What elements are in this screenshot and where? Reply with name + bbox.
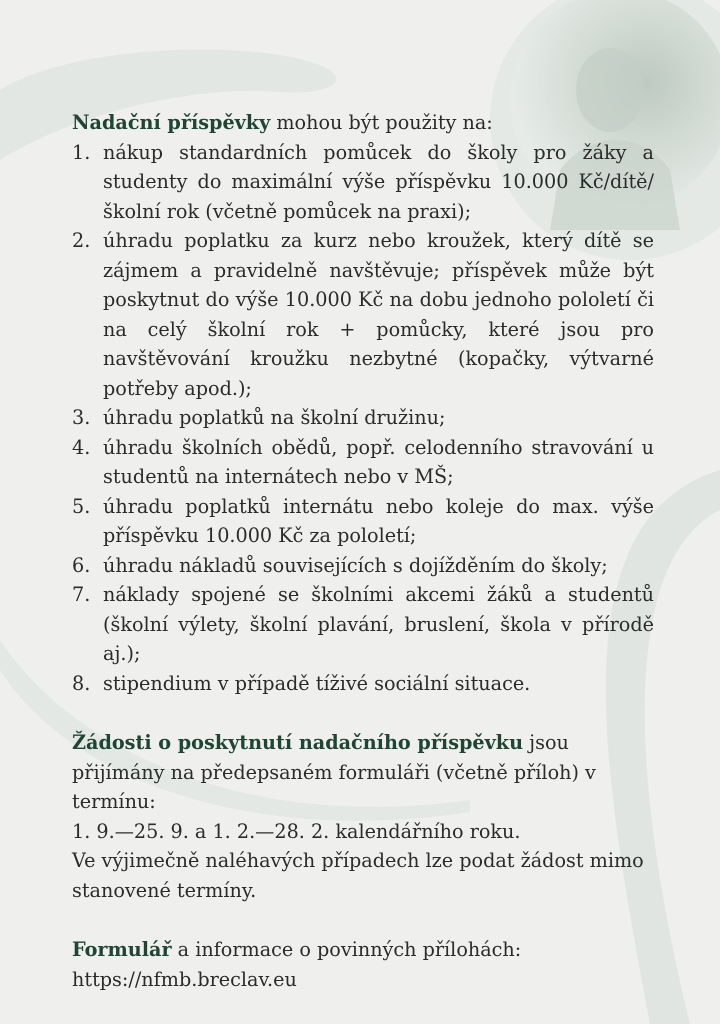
list-item: [72, 226, 654, 403]
form-text: a informace o povinných přílohách:: [171, 938, 522, 961]
form-url-link[interactable]: https://nfmb.breclav.eu: [72, 967, 297, 991]
list-item-text: nákup standardních pomůcek do školy pro žáky a studenty do maximální výše příspěvku 10.000 Kč/dítě/školní rok (včetně pomůcek na praxi);: [103, 140, 654, 223]
list-item-number: 2.: [72, 229, 91, 252]
list-item: [72, 669, 654, 699]
list-item-number: 6.: [72, 553, 91, 577]
intro-heading: Nadační příspěvky: [72, 111, 271, 134]
main-content: [72, 108, 654, 994]
list-item: [72, 492, 654, 551]
list-item: [72, 138, 654, 227]
list-item: [72, 433, 654, 492]
intro-text: mohou být použity na:: [270, 111, 493, 134]
list-item-number: 8.: [72, 671, 91, 695]
list-item-number: 4.: [72, 435, 91, 459]
list-item-text: stipendium v případě tíživé sociální situace.: [103, 671, 531, 695]
form-paragraph: [72, 935, 654, 965]
requests-heading: Žádosti o poskytnutí nadačního příspěvku: [72, 731, 524, 754]
list-item-text: úhradu školních obědů, popř. celodenního stravování u studentů na internátech nebo v MŠ;: [103, 435, 654, 488]
list-item-number: 7.: [72, 583, 91, 606]
list-item-text: náklady spojené se školními akcemi žáků a studentů (školní výlety, školní plavání, bruslení, škola v přírodě aj.);: [103, 583, 654, 665]
list-item-number: 5.: [72, 494, 91, 518]
list-item: [72, 403, 654, 433]
list-item-number: 3.: [72, 406, 91, 429]
list-item: [72, 580, 654, 669]
requests-paragraph: [72, 728, 654, 817]
form-heading: Formulář: [72, 938, 172, 961]
list-item-text: úhradu nákladů souvisejících s dojížděním do školy;: [103, 553, 608, 577]
list-item-text: úhradu poplatku za kurz nebo kroužek, který dítě se zájmem a pravidelně navštěvuje; příspěvek může být poskytnut do výše 10.000 Kč na dobu jednoho pololetí či na celý školní rok + pomůcky, které jsou pro navštěvování kroužku nezbytné (kopačky, výtvarné potřeby apod.);: [103, 229, 654, 400]
list-item-text: úhradu poplatků internátu nebo koleje do max. výše příspěvku 10.000 Kč za pololetí;: [103, 494, 654, 547]
list-item: [72, 551, 654, 581]
requests-text: jsou přijímány na předepsaném formuláři (včetně příloh) v termínu:: [72, 731, 596, 813]
usage-list: [72, 138, 654, 699]
intro-paragraph: [72, 108, 654, 138]
requests-exception: Ve výjimečně naléhavých případech lze podat žádost mimo stanovené termíny.: [72, 849, 644, 902]
requests-terms: 1. 9.—25. 9. a 1. 2.—28. 2. kalendářního roku.: [72, 819, 521, 843]
list-item-number: 1.: [72, 140, 91, 164]
list-item-text: úhradu poplatků na školní družinu;: [103, 406, 446, 429]
